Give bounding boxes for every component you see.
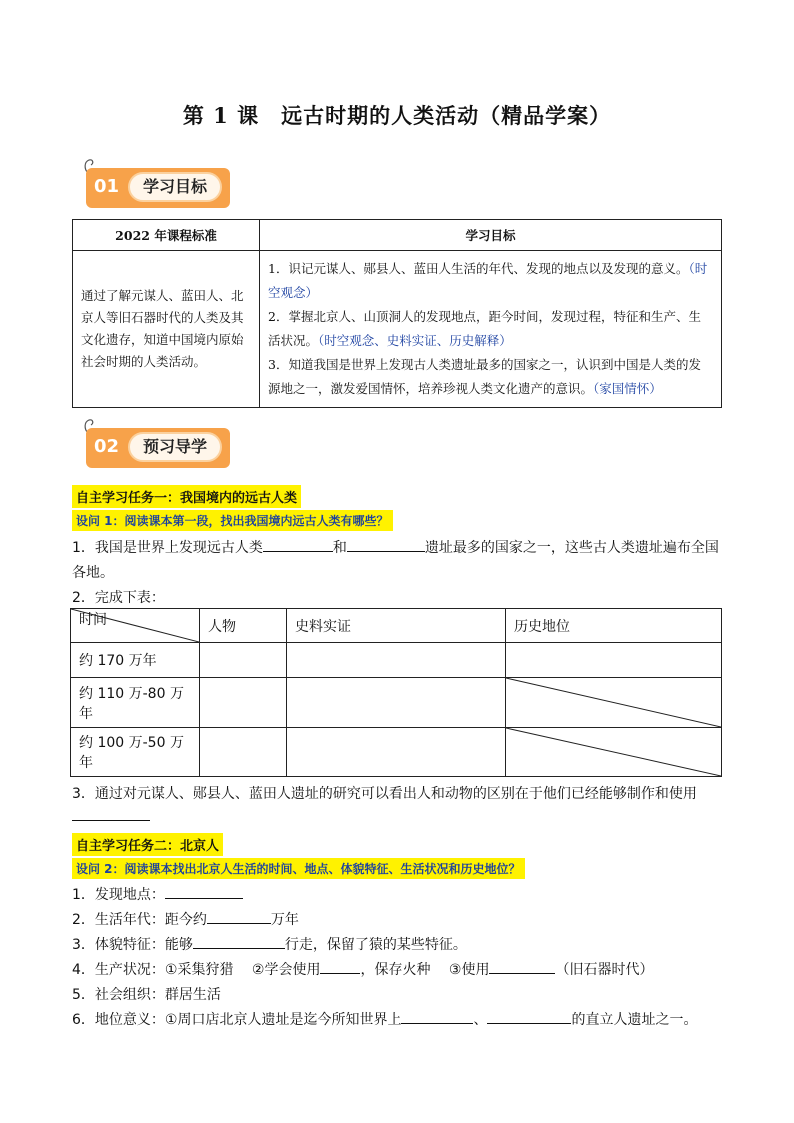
task2-question: 设问 2：阅读课本找出北京人生活的时间、地点、体貌特征、生活状况和历史地位？	[72, 858, 525, 879]
blank-field[interactable]	[347, 537, 425, 552]
task2-title: 自主学习任务二：北京人	[72, 833, 223, 856]
blank-field[interactable]	[489, 959, 555, 974]
standard-text: 通过了解元谋人、蓝田人、北京人等旧石器时代的人类及其文化遗存，知道中国境内原始社会时期的人类活动。	[73, 251, 260, 408]
blank-field[interactable]	[487, 1009, 571, 1024]
text: 3．体貌特征：能够	[72, 937, 193, 953]
section-number: 01	[94, 176, 120, 197]
task1-question: 设问 1：阅读课本第一段，找出我国境内远古人类有哪些？	[72, 510, 393, 531]
text: （旧石器时代）	[555, 962, 654, 978]
header-status: 历史地位	[506, 609, 722, 643]
text: 1．发现地点：	[72, 887, 165, 903]
blank-field[interactable]	[72, 806, 150, 821]
goal-2-tag: （时空观念、史料实证、历史解释）	[318, 333, 512, 348]
blank-field[interactable]	[263, 537, 333, 552]
task1-title: 自主学习任务一：我国境内的远古人类	[72, 485, 301, 508]
row-time: 约 100 万-50 万年	[71, 728, 200, 777]
task1-line3: 3．通过对元谋人、郧县人、蓝田人遗址的研究可以看出人和动物的区别在于他们已经能够制作和使用	[72, 786, 697, 802]
diagonal-line	[506, 678, 721, 727]
text: 行走，保留了猿的某些特征。	[284, 937, 467, 953]
row-time: 约 110 万-80 万年	[71, 678, 200, 728]
text: 万年	[270, 912, 299, 928]
task2-line1	[72, 884, 243, 904]
header-evidence: 史料实证	[287, 609, 506, 643]
input-cell[interactable]	[200, 643, 287, 678]
table-row	[71, 728, 722, 777]
crossed-cell	[506, 678, 722, 728]
header-time: 时间	[79, 611, 107, 628]
blank-field[interactable]	[165, 884, 243, 899]
text: 1．我国是世界上发现远古人类	[72, 540, 263, 556]
diagonal-line	[506, 728, 721, 776]
text: ，保存火种 ③使用	[360, 962, 490, 978]
table-row	[71, 643, 722, 678]
goal-2: 2．掌握北京人、山顶洞人的发现地点，距今时间，发现过程，特征和生产、生活状况。	[268, 309, 701, 348]
input-cell[interactable]	[200, 728, 287, 777]
task2-line6	[72, 1009, 697, 1029]
goal-3: 3．知道我国是世界上发现古人类遗址最多的国家之一，认识到中国是人类的发源地之一，激发爱国情怀，培养珍视人类文化遗产的意识。	[268, 357, 701, 396]
text: 、	[473, 1012, 488, 1028]
row-time: 约 170 万年	[71, 643, 200, 678]
section-label: 学习目标	[142, 177, 207, 196]
text: 的直立人遗址之一。	[571, 1012, 698, 1028]
task1-line2: 2．完成下表：	[72, 590, 165, 606]
goal-3-tag: （家国情怀）	[593, 381, 662, 396]
text: 遗址最多的国家之一，这些古人类遗址遍布全国	[424, 540, 719, 556]
input-cell[interactable]	[287, 678, 506, 728]
input-cell[interactable]	[287, 643, 506, 678]
fill-table	[70, 608, 722, 777]
task1-line1-cont: 各地。	[72, 565, 114, 581]
header-person: 人物	[200, 609, 287, 643]
table-row	[71, 678, 722, 728]
task2-line3	[72, 934, 467, 954]
blank-field[interactable]	[401, 1009, 473, 1024]
section-label: 预习导学	[142, 437, 207, 456]
task2-line4	[72, 959, 653, 979]
blank-field[interactable]	[193, 934, 285, 949]
goal-1: 1．识记元谋人、郧县人、蓝田人生活的年代、发现的地点以及发现的意义。	[268, 261, 689, 276]
blank-field[interactable]	[320, 959, 360, 974]
section-badge-goals	[80, 158, 232, 214]
task2-line2	[72, 909, 299, 929]
header-time-cell	[71, 609, 200, 643]
task2-line5: 5．社会组织：群居生活	[72, 987, 221, 1003]
page-title: 第 1 课 远古时期的人类活动（精品学案）	[182, 103, 612, 128]
text: 和	[332, 540, 347, 556]
col-header-standard: 2022 年课程标准	[73, 220, 260, 251]
col-header-goals: 学习目标	[260, 220, 722, 251]
text: 2．生活年代：距今约	[72, 912, 207, 928]
input-cell[interactable]	[287, 728, 506, 777]
goals-list	[260, 251, 722, 408]
blank-field[interactable]	[207, 909, 271, 924]
input-cell[interactable]	[506, 643, 722, 678]
text: 6．地位意义：①周口店北京人遗址是迄今所知世界上	[72, 1012, 402, 1028]
input-cell[interactable]	[200, 678, 287, 728]
crossed-cell	[506, 728, 722, 777]
section-badge-preview	[80, 418, 232, 474]
task1-line3-blank	[72, 806, 150, 825]
goals-table	[72, 219, 722, 408]
section-number: 02	[94, 436, 120, 457]
text: 4．生产状况：①采集狩猎 ②学会使用	[72, 962, 321, 978]
goal-1-tag: （时空观念）	[268, 261, 708, 300]
task1-line1	[72, 537, 719, 557]
